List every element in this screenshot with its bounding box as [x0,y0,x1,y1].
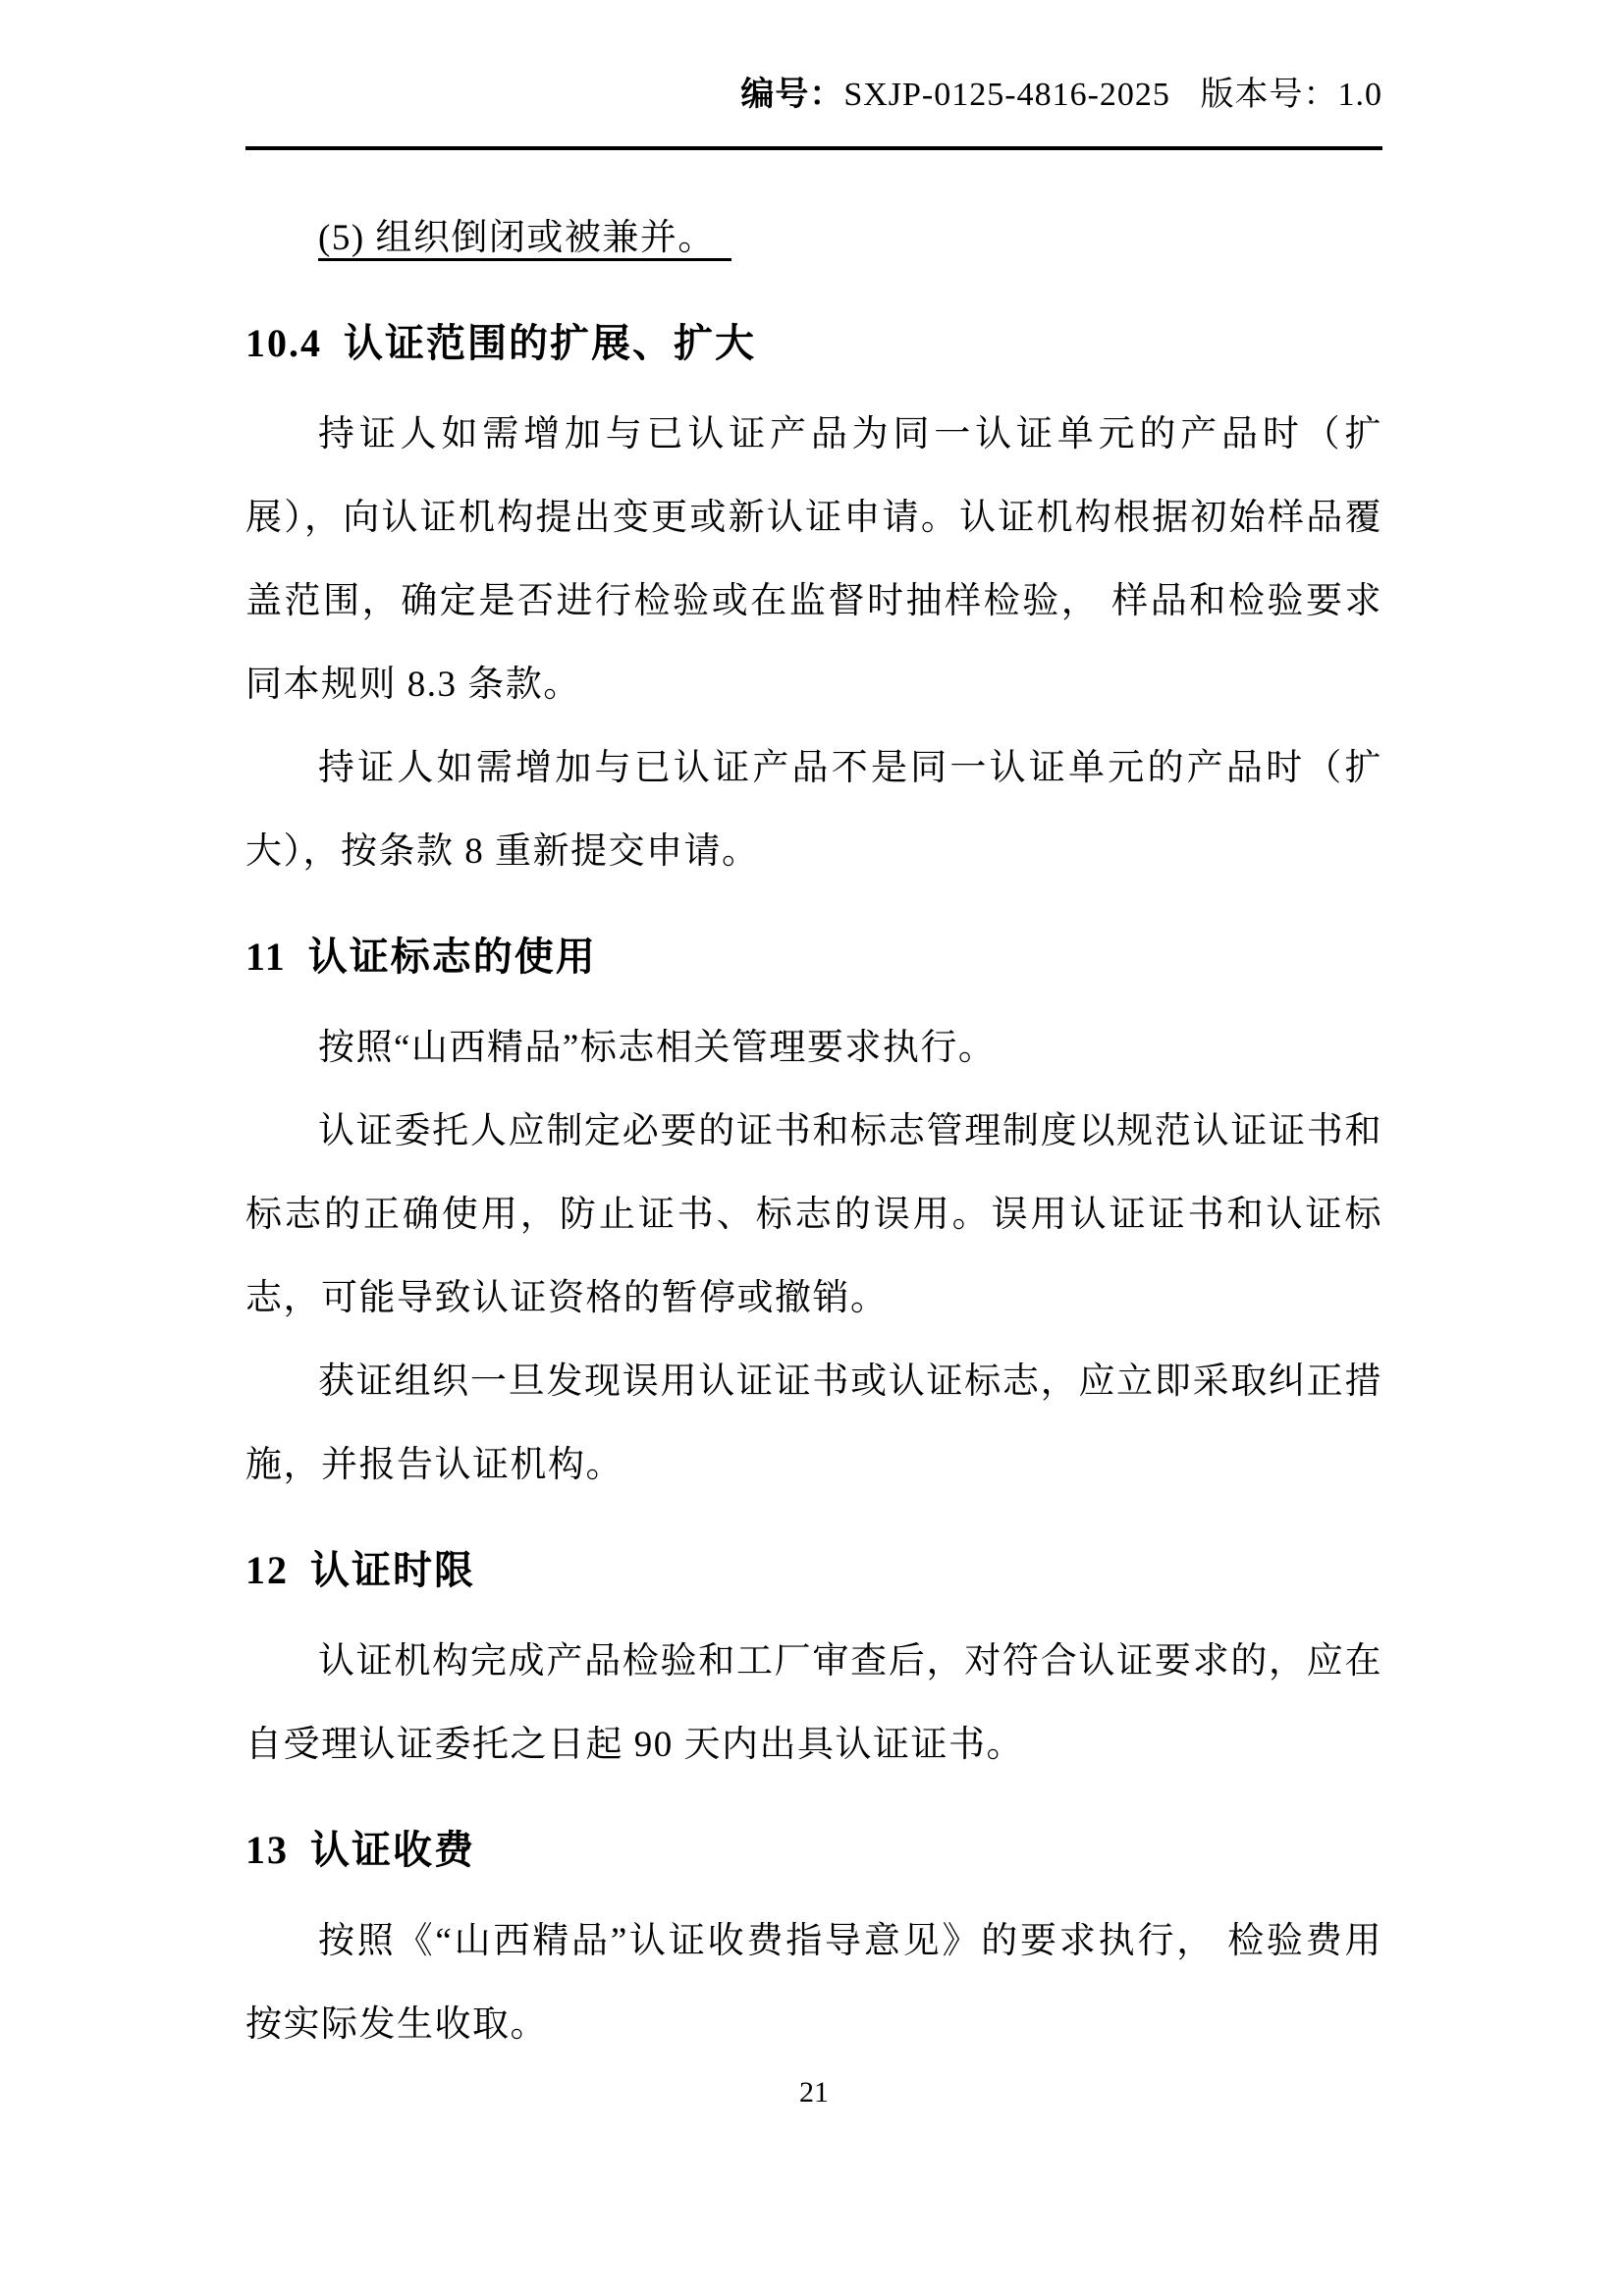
section-number-12: 12 [245,1548,289,1592]
paragraph-expansion-same-unit: 持证人如需增加与已认证产品为同一认证单元的产品时（扩展），向认证机构提出变更或新认证申请。认证机构根据初始样品覆盖范围，确定是否进行检验或在监督时抽样检验， 样品和检验要求同本规则 8.3 条款。 [245,414,1382,705]
version-value: 1.0 [1337,77,1382,113]
document-header [245,67,1382,115]
section-title-10-4: 认证范围的扩展、扩大 [344,321,756,365]
doc-number-value: SXJP-0125-4816-2025 [843,77,1170,113]
section-heading-10-4 [245,301,1382,385]
clause-item-5 [245,196,1382,280]
section-heading-11 [245,915,1382,998]
paragraph-expansion-different-unit: 持证人如需增加与已认证产品不是同一认证单元的产品时（扩大），按条款 8 重新提交申请。 [245,748,1382,872]
section-title-11: 认证标志的使用 [307,934,597,979]
section-heading-12 [245,1528,1382,1612]
paragraph-certification-fees: 按照《“山西精品”认证收费指导意见》的要求执行， 检验费用按实际发生收取。 [245,1921,1382,2045]
section-title-12: 认证时限 [310,1548,475,1592]
page-footer [245,2073,1382,2112]
section-number-11: 11 [245,934,287,979]
section-number-13: 13 [245,1828,289,1872]
document-body [245,196,1382,2066]
header-divider-line [245,146,1382,150]
page-number: 21 [799,2076,829,2109]
section-number-10-4: 10.4 [245,321,322,365]
paragraph-mark-usage-rule: 按照“山西精品”标志相关管理要求执行。 [318,1028,997,1068]
paragraph-certification-deadline: 认证机构完成产品检验和工厂审查后，对符合认证要求的，应在自受理认证委托之日起 90 天内出具认证证书。 [245,1641,1382,1765]
paragraph-mark-management: 认证委托人应制定必要的证书和标志管理制度以规范认证证书和标志的正确使用，防止证书、标志的误用。误用认证证书和认证标志，可能导致认证资格的暂停或撤销。 [245,1111,1382,1318]
section-heading-13 [245,1808,1382,1892]
paragraph-mark-misuse-correction: 获证组织一旦发现误用认证证书或认证标志，应立即采取纠正措施，并报告认证机构。 [245,1362,1382,1485]
section-title-13: 认证收费 [310,1828,475,1872]
clause-item-5-text: (5) 组织倒闭或被兼并。 [318,218,731,261]
version-label: 版本号： [1200,77,1338,113]
doc-number-label: 编号： [740,77,844,113]
